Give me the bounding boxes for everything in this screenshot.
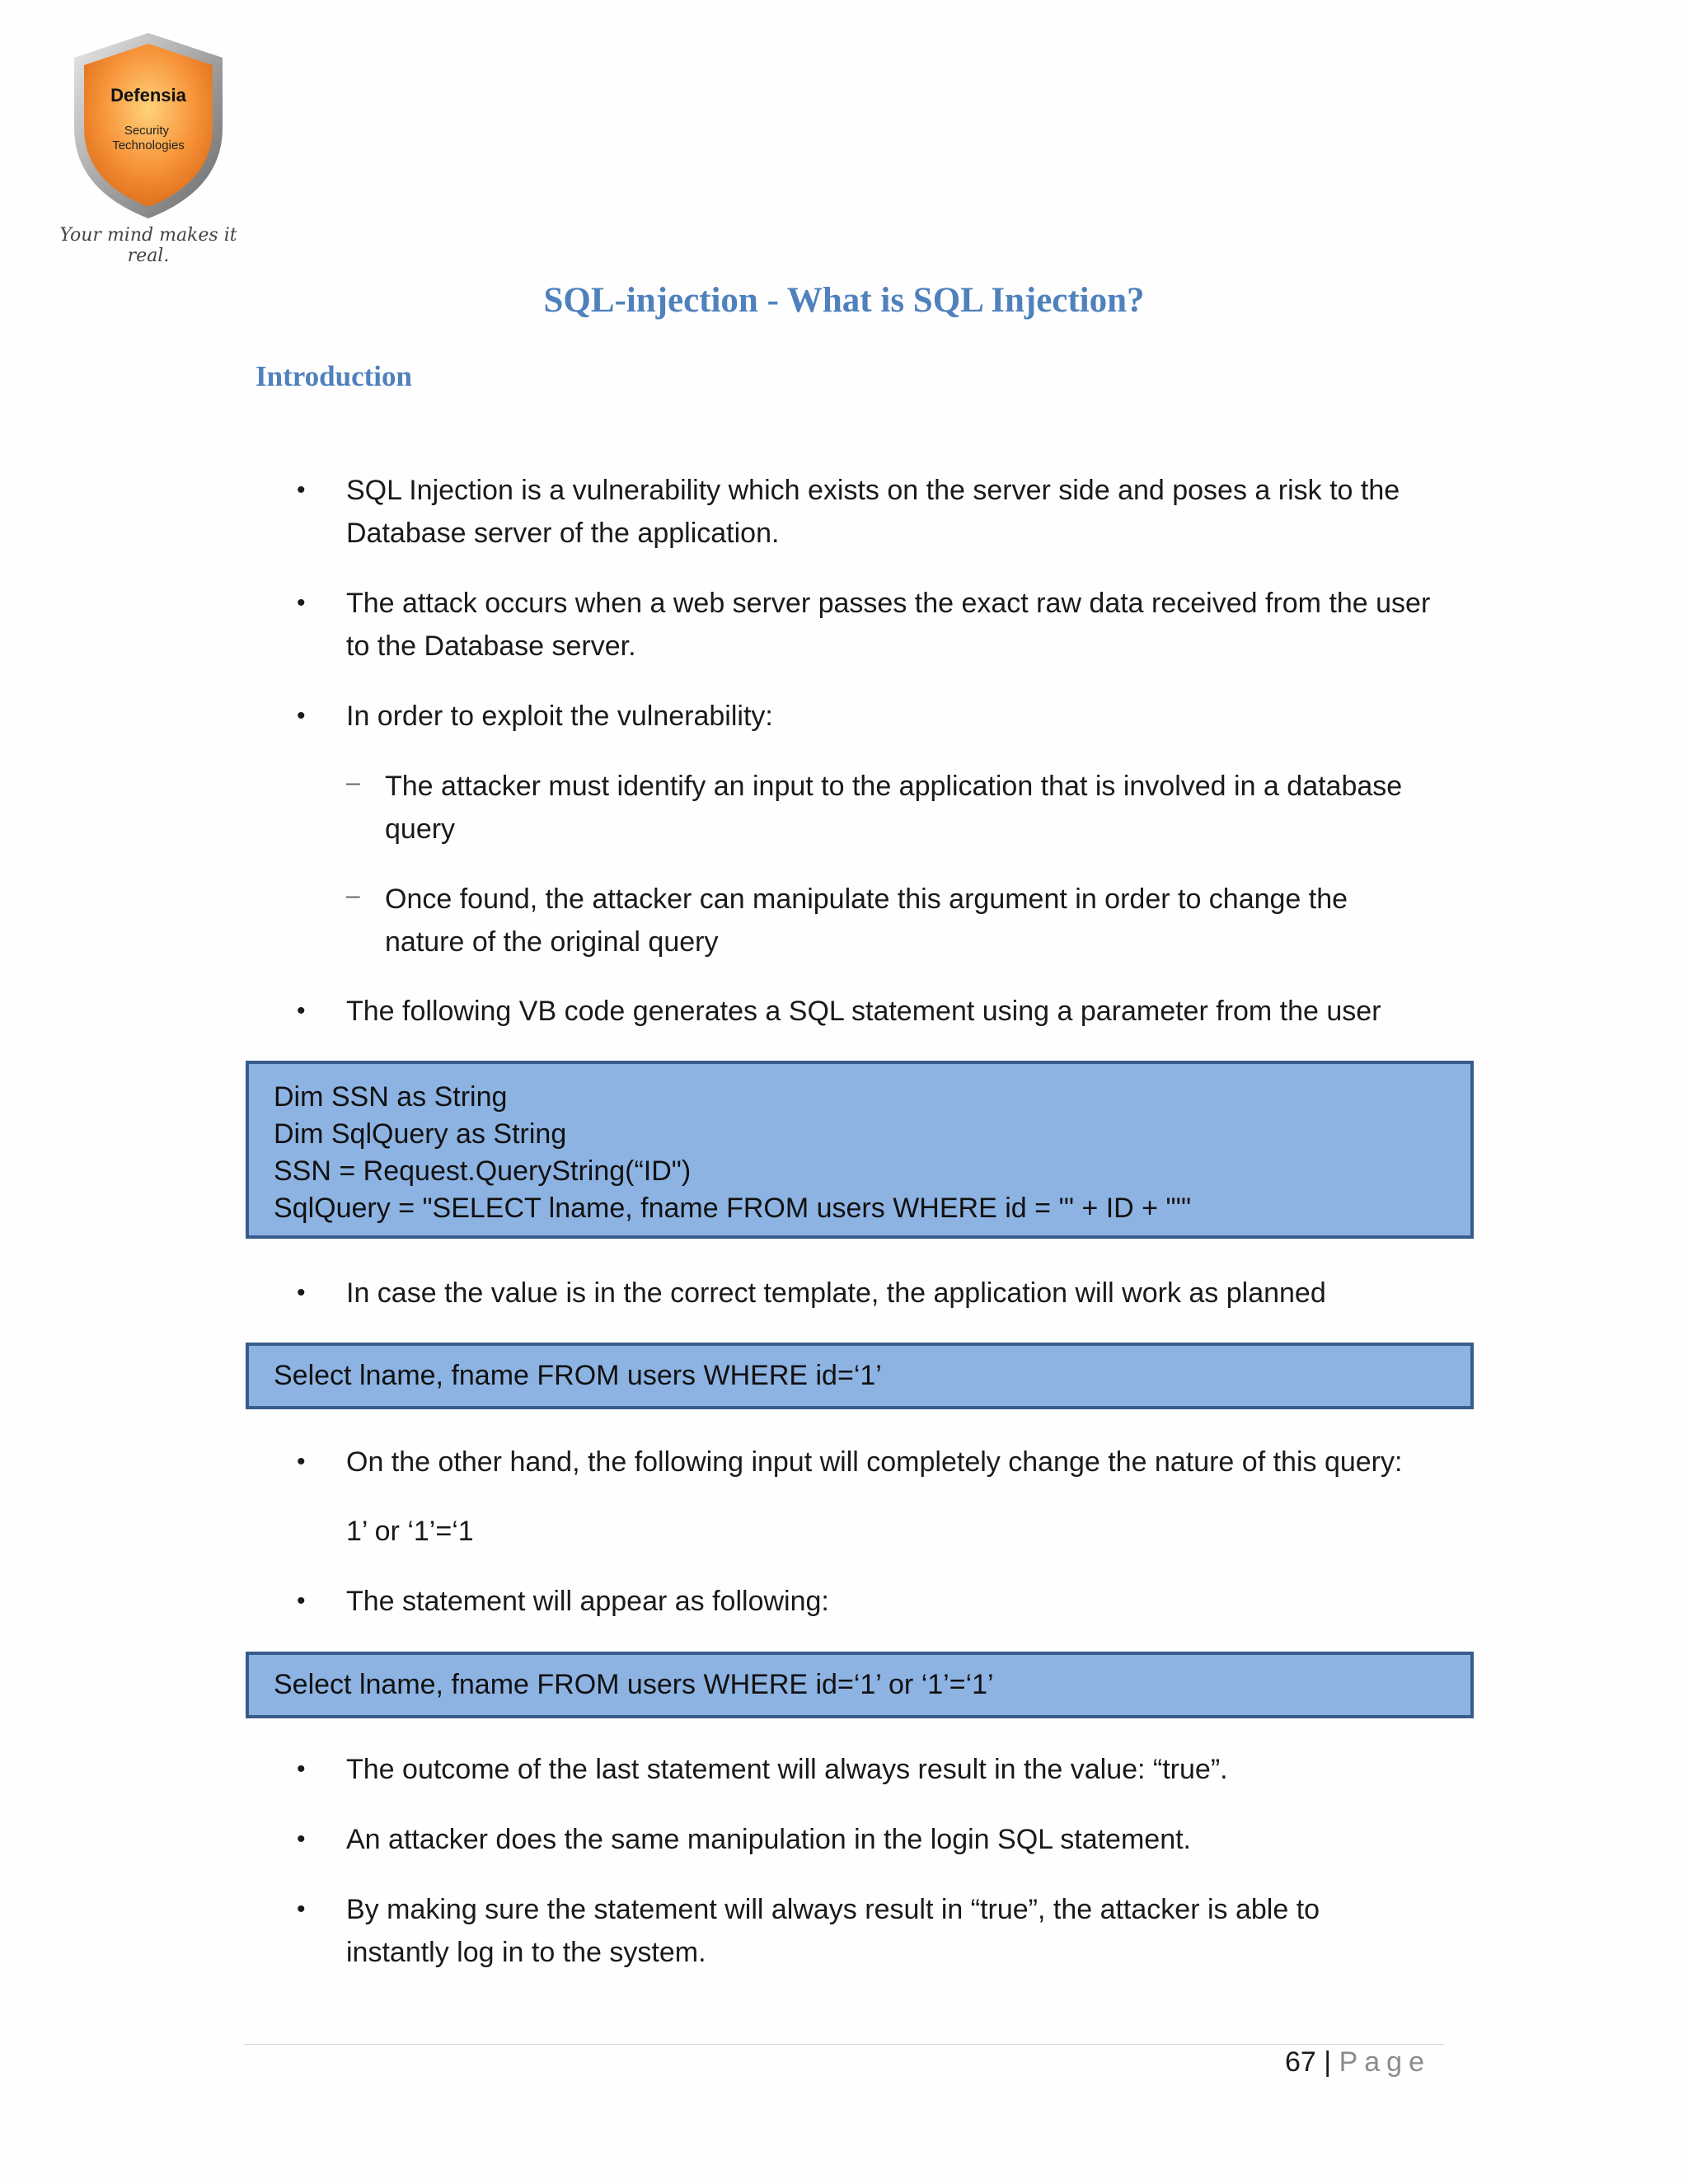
sub-list-item	[385, 878, 1348, 963]
section-heading: Introduction	[256, 360, 412, 392]
bullet-dot: •	[297, 997, 306, 1024]
bullet-dot: •	[297, 702, 306, 729]
list-item-line: SQL Injection is a vulnerability which exists on the server side and poses a risk to the	[346, 475, 1400, 506]
bullet-dot: •	[297, 476, 306, 504]
svg-text:Security Technologies: Security Technologies	[112, 124, 185, 152]
list-item	[346, 582, 1430, 668]
bullet-dot: •	[297, 1755, 306, 1783]
bullet-dot: •	[297, 589, 306, 616]
footer-separator: |	[1324, 2046, 1332, 2078]
company-logo	[58, 29, 239, 266]
bullet-dot: •	[297, 1448, 306, 1475]
list-item: In case the value is in the correct template, the application will work as planned	[346, 1277, 1326, 1309]
list-item-line: instantly log in to the system.	[346, 1937, 706, 1968]
list-item: An attacker does the same manipulation in the login SQL statement.	[346, 1824, 1191, 1855]
list-item	[346, 1888, 1320, 1974]
code-line: Select lname, fname FROM users WHERE id=‘1’	[274, 1360, 882, 1391]
code-block	[246, 1343, 1474, 1409]
code-line: Select lname, fname FROM users WHERE id=‘1’ or ‘1’=‘1’	[274, 1669, 994, 1700]
list-item-line: nature of the original query	[385, 926, 719, 958]
sub-list-item	[385, 765, 1402, 851]
bullet-dot: •	[297, 1825, 306, 1853]
list-item-line: The attacker must identify an input to the application that is involved in a database	[385, 771, 1403, 802]
code-line: SqlQuery = "SELECT lname, fname FROM users WHERE id = '" + ID + "'"	[274, 1193, 1192, 1224]
code-line: SSN = Request.QueryString(“ID")	[274, 1155, 692, 1187]
page-footer	[1285, 2046, 1431, 2079]
list-item-line: query	[385, 813, 456, 845]
bullet-dot: •	[297, 1587, 306, 1615]
list-item	[346, 469, 1400, 555]
list-item: The outcome of the last statement will always result in the value: “true”.	[346, 1754, 1228, 1785]
list-item-line: The attack occurs when a web server passes the exact raw data received from the user	[346, 588, 1431, 619]
code-line: Dim SSN as String	[274, 1081, 508, 1113]
list-item: On the other hand, the following input will completely change the nature of this query:	[346, 1446, 1403, 1478]
bullet-dot: •	[297, 1279, 306, 1306]
bullet-dot: •	[297, 1896, 306, 1923]
logo-name: Defensia	[110, 85, 186, 105]
list-item: In order to exploit the vulnerability:	[346, 701, 773, 732]
list-item-line: Database server of the application.	[346, 518, 780, 549]
page-label: Page	[1339, 2046, 1431, 2078]
list-item-line: to the Database server.	[346, 630, 636, 662]
code-line: Dim SqlQuery as String	[274, 1118, 567, 1150]
footer-divider	[244, 2044, 1444, 2045]
logo-tagline: Your mind makes it real.	[59, 225, 237, 266]
list-item: The statement will appear as following:	[346, 1586, 829, 1617]
dash-marker: –	[346, 769, 360, 796]
example-input: 1’ or ‘1’=‘1	[346, 1516, 474, 1547]
page-title: SQL-injection - What is SQL Injection?	[543, 281, 1145, 320]
shield-icon	[58, 29, 239, 227]
list-item-line: By making sure the statement will always result in “true”, the attacker is able to	[346, 1894, 1320, 1925]
dash-marker: –	[346, 882, 360, 909]
page-number: 67	[1285, 2046, 1316, 2078]
list-item: The following VB code generates a SQL statement using a parameter from the user	[346, 996, 1381, 1027]
code-block	[246, 1652, 1474, 1718]
code-block	[246, 1061, 1474, 1239]
list-item-line: Once found, the attacker can manipulate this argument in order to change the	[385, 883, 1348, 915]
